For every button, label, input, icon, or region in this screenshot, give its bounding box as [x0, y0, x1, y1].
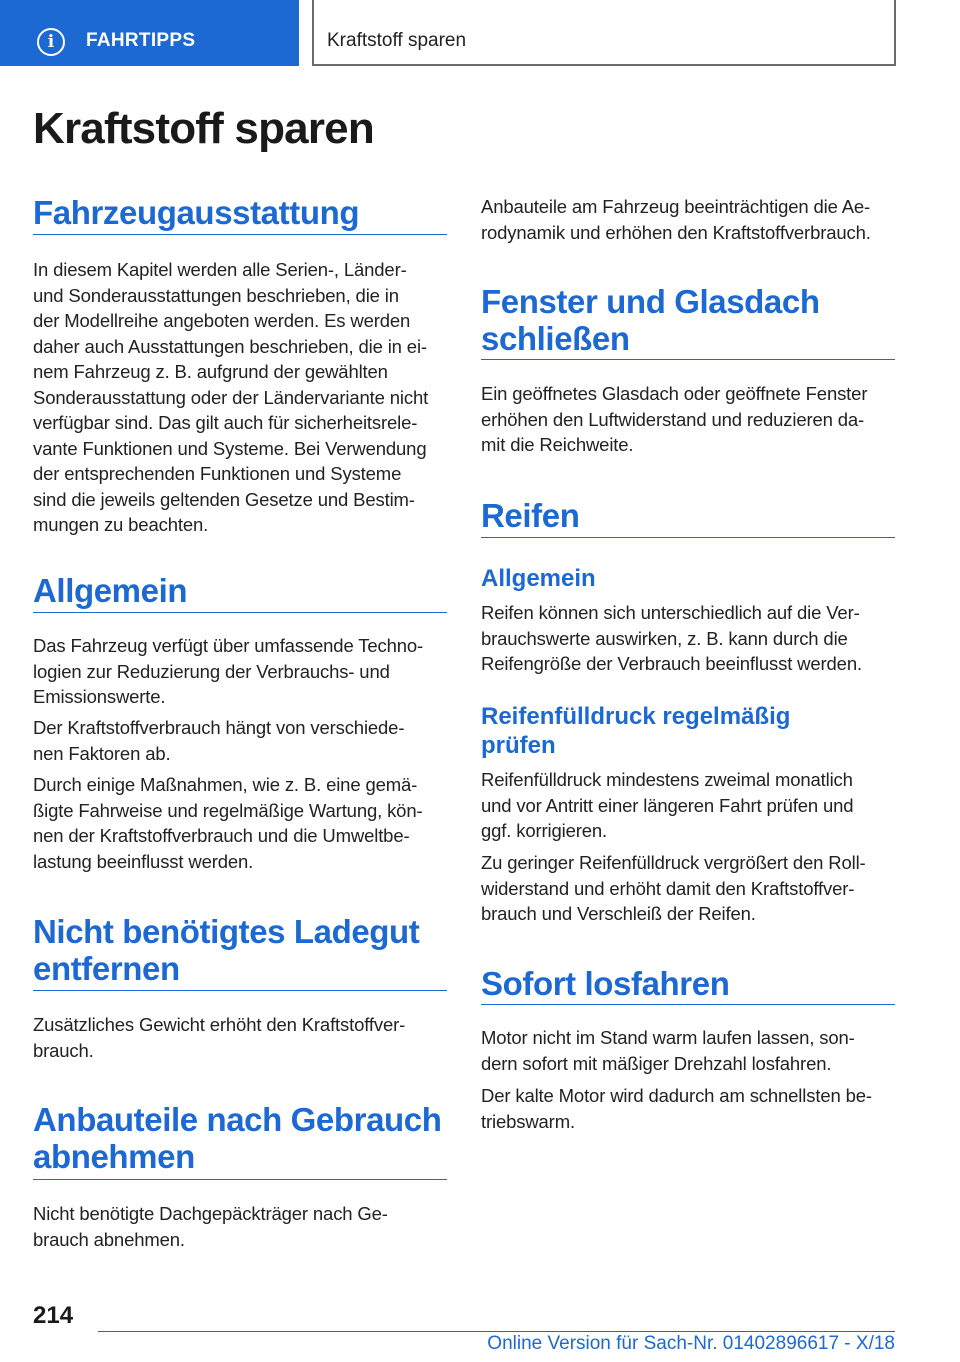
- paragraph: Zusätzliches Gewicht erhöht den Kraftstoffver- brauch.: [33, 1014, 406, 1061]
- footer-rule: [98, 1331, 895, 1332]
- paragraph: Der Kraftstoffverbrauch hängt von verschiede- nen Faktoren ab.: [33, 717, 405, 764]
- subheading-reifenfuelldruck: Reifenfülldruck regelmäßig prüfen: [481, 703, 791, 759]
- subheading-allgemein: Allgemein: [481, 565, 596, 592]
- footer-version: Online Version für Sach-Nr. 01402896617 - X/18: [487, 1333, 895, 1354]
- page-number: 214: [33, 1302, 74, 1329]
- heading-rule: [33, 612, 447, 613]
- paragraph: Anbauteile am Fahrzeug beeinträchtigen die Ae- rodynamik und erhöhen den Kraftstoffverbrauch.: [481, 196, 871, 243]
- topic-label: Kraftstoff sparen: [327, 30, 467, 51]
- paragraph: In diesem Kapitel werden alle Serien-, Länder- und Sonderausstattungen beschrieben, die in der Modellreihe angeboten werden. Es werden daher auch Ausstattungen beschrieben, die in ei- nem Fahrzeug z. B. aufgrund der gewählten Sonderausstattung oder der Ländervariante nicht verfügbar sind. Das gilt auch für sicherheitsrele- vante Funktionen und Systeme. Bei Verwendung der entsprechenden Funktionen und Systeme sind die jeweils geltenden Gesetze und Bestim- mungen zu beachten.: [33, 259, 429, 535]
- page-title: Kraftstoff sparen: [33, 104, 374, 153]
- heading-rule: [481, 1004, 895, 1005]
- heading-sofort-losfahren: Sofort losfahren: [481, 965, 730, 1002]
- heading-rule: [33, 1179, 447, 1180]
- topic-box: [312, 0, 896, 66]
- heading-fenster: Fenster und Glasdach schließen: [481, 283, 820, 357]
- paragraph: Das Fahrzeug verfügt über umfassende Techno- logien zur Reduzierung der Verbrauchs- und Emissionswerte.: [33, 635, 424, 707]
- heading-rule: [481, 537, 895, 538]
- heading-ladegut: Nicht benötigtes Ladegut entfernen: [33, 913, 420, 987]
- heading-allgemein: Allgemein: [33, 572, 188, 609]
- heading-fahrzeugausstattung: Fahrzeugausstattung: [33, 194, 360, 231]
- heading-reifen: Reifen: [481, 497, 580, 534]
- paragraph: Reifen können sich unterschiedlich auf die Ver- brauchswerte auswirken, z. B. kann durch die Reifengröße der Verbrauch beeinflusst werden.: [481, 602, 862, 674]
- section-label: FAHRTIPPS: [86, 30, 196, 51]
- paragraph: Der kalte Motor wird dadurch am schnellsten be- triebswarm.: [481, 1085, 872, 1132]
- heading-anbauteile: Anbauteile nach Gebrauch abnehmen: [33, 1101, 442, 1175]
- paragraph: Durch einige Maßnahmen, wie z. B. eine gemä- ßigte Fahrweise und regelmäßige Wartung, kön- nen der Kraftstoffverbrauch und die Umweltbe- lastung beeinflusst werden.: [33, 774, 423, 872]
- paragraph: Zu geringer Reifenfülldruck vergrößert den Roll- widerstand und erhöht damit den Kraftstoffver- brauch und Verschleiß der Reifen.: [481, 852, 866, 924]
- paragraph: Ein geöffnetes Glasdach oder geöffnete Fenster erhöhen den Luftwiderstand und reduzieren da- mit die Reichweite.: [481, 383, 868, 455]
- section-tab: [0, 0, 299, 66]
- heading-rule: [33, 234, 447, 235]
- heading-rule: [33, 990, 447, 991]
- info-icon: i: [37, 28, 65, 56]
- paragraph: Nicht benötigte Dachgepäckträger nach Ge- brauch abnehmen.: [33, 1203, 388, 1250]
- paragraph: Reifenfülldruck mindestens zweimal monatlich und vor Antritt einer längeren Fahrt prüfen und ggf. korrigieren.: [481, 769, 854, 841]
- paragraph: Motor nicht im Stand warm laufen lassen, son- dern sofort mit mäßiger Drehzahl losfahren.: [481, 1027, 855, 1074]
- heading-rule: [481, 359, 895, 360]
